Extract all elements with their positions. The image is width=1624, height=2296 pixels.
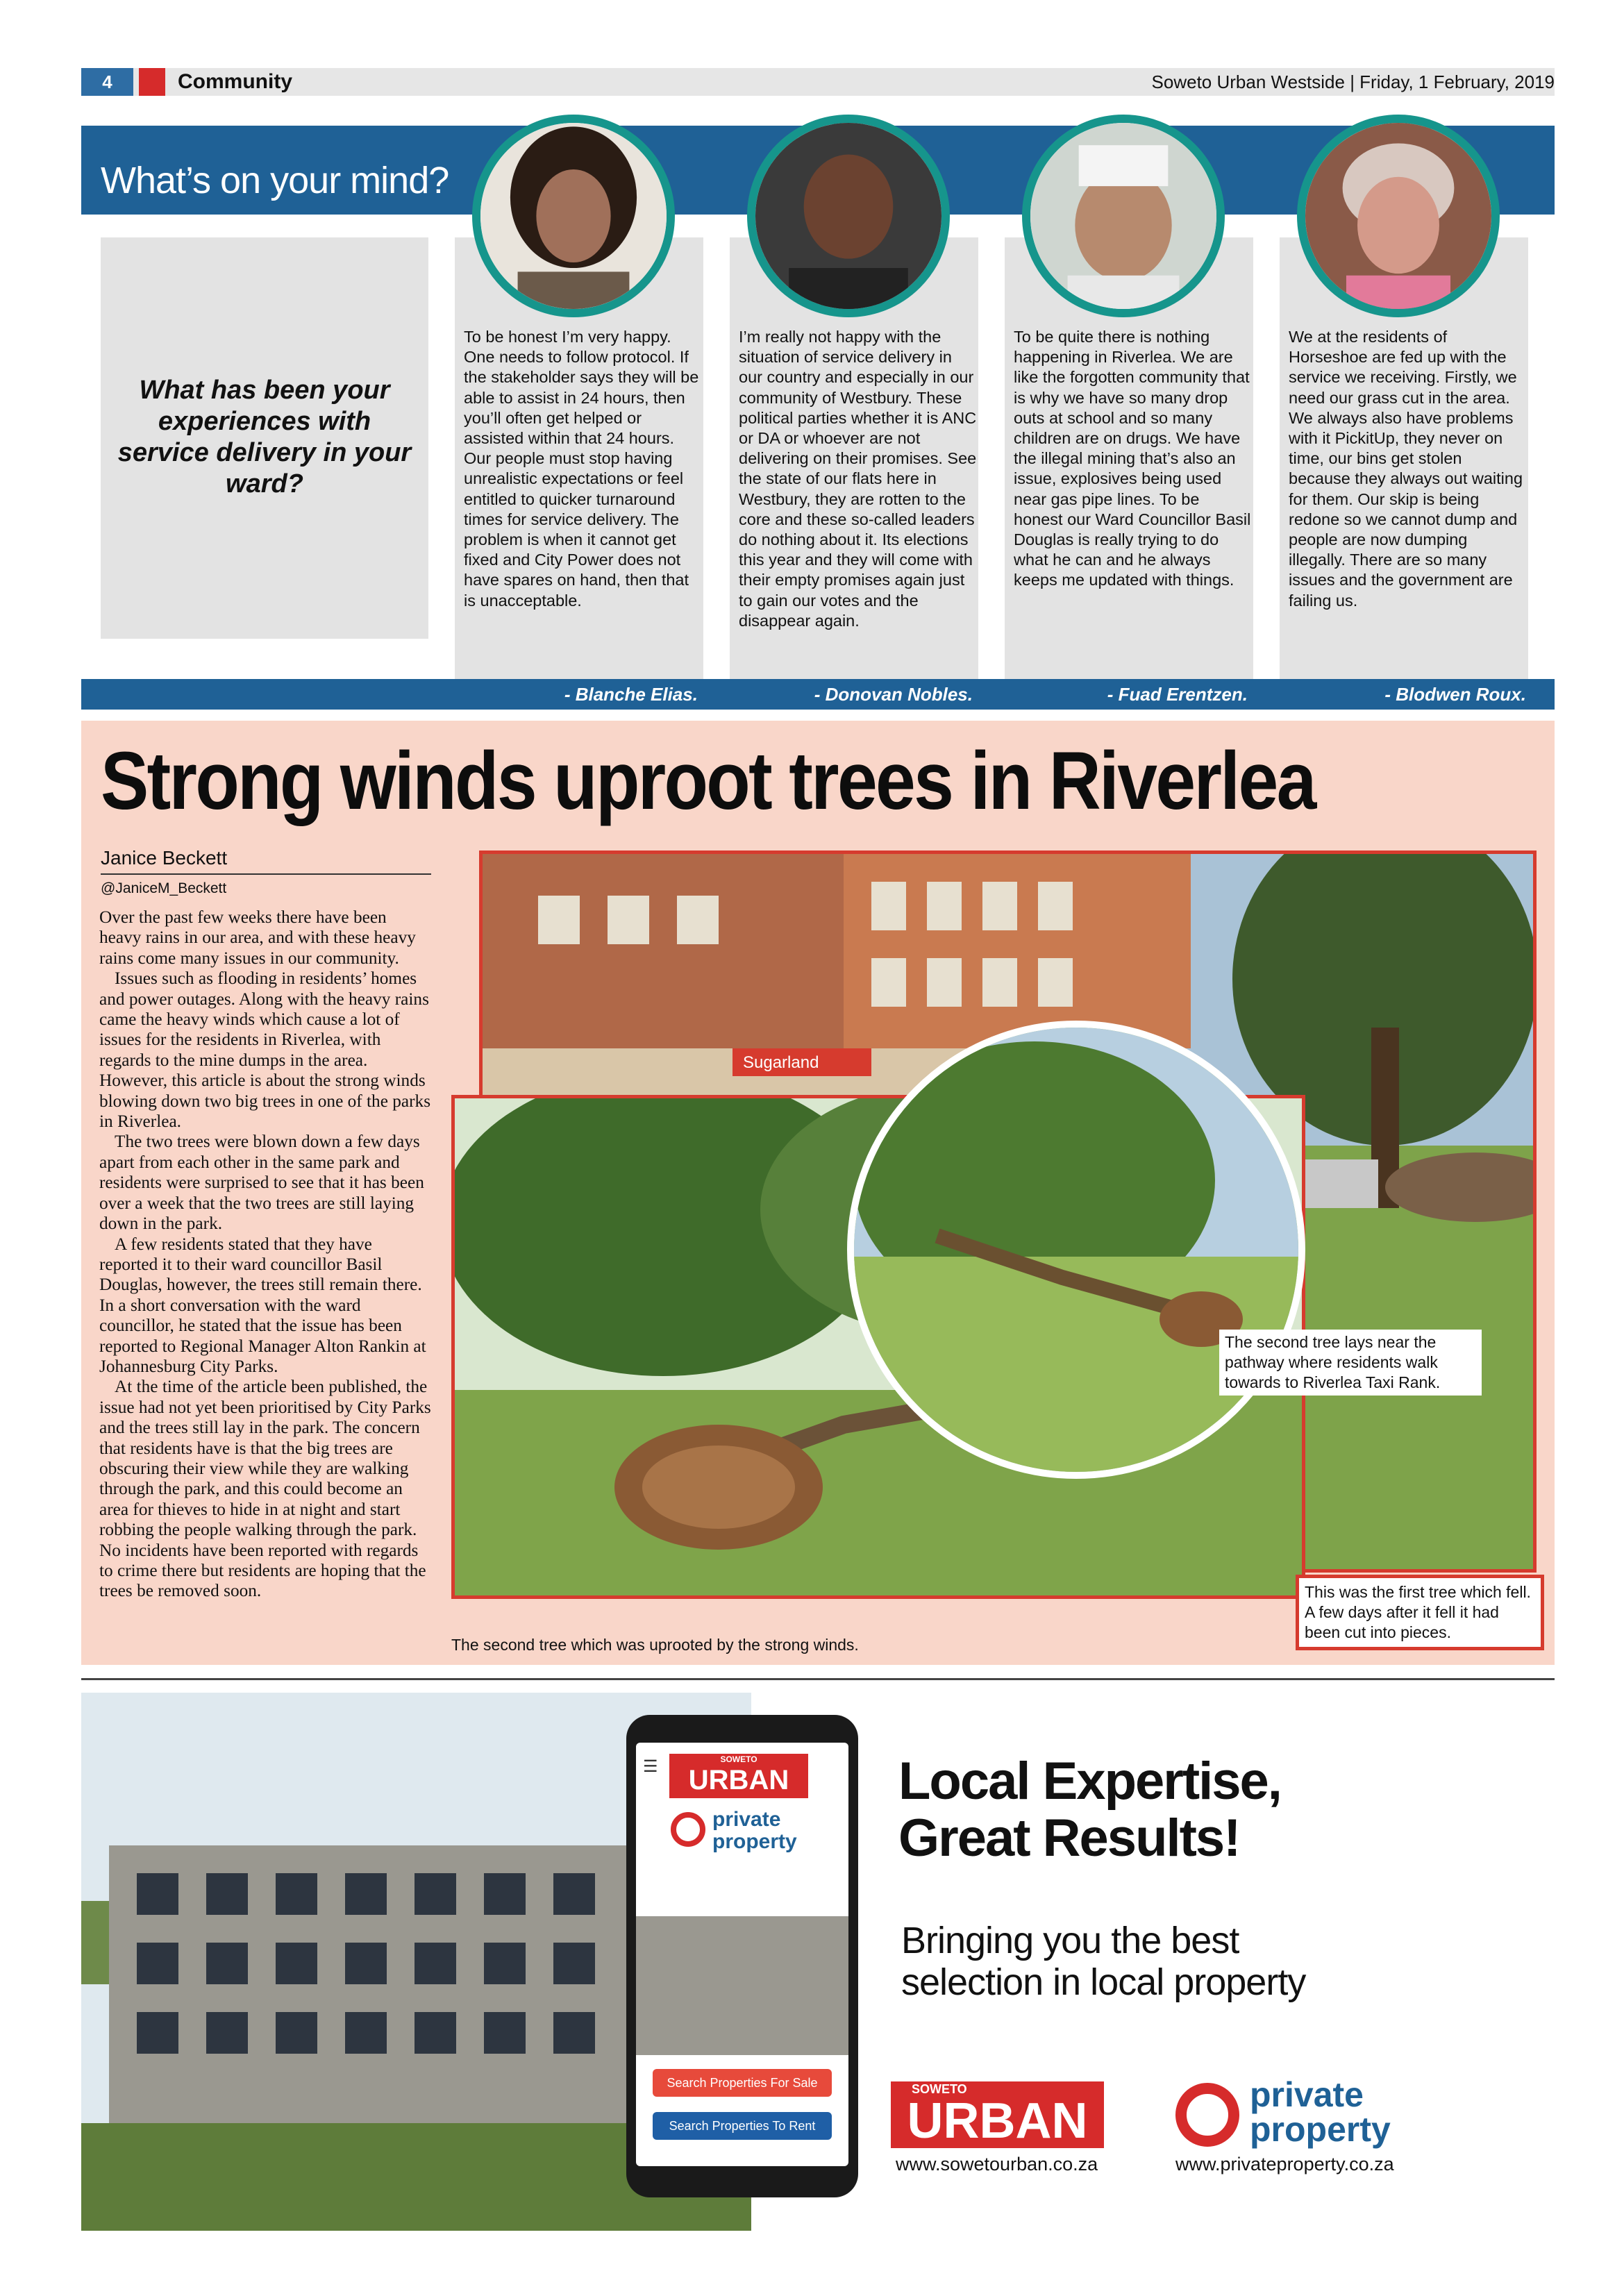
url-private-property[interactable]: www.privateproperty.co.za	[1175, 2154, 1394, 2175]
photo-inset-circle	[847, 1021, 1305, 1479]
wom-title: What’s on your mind?	[101, 160, 449, 201]
phone-logo-small: SOWETO	[720, 1754, 757, 1764]
urban-logo-small: SOWETO	[912, 2082, 967, 2096]
url-urban[interactable]: www.sowetourban.co.za	[896, 2154, 1098, 2175]
answer-name-3: - Fuad Erentzen.	[1107, 684, 1248, 705]
answer-text-3: To be quite there is nothing happening in Riverlea. We are like the forgotten community that is why we have so many drop outs at school and so many children are on drugs. We have the illegal mining that’s also an issue, explosives being used near gas pipe lines. To be honest our Ward Councillor Basil Douglas is really trying to do what he can and he always keeps me updated with things.	[1014, 328, 1251, 589]
search-for-sale-button[interactable]: Search Properties For Sale	[653, 2069, 832, 2097]
phone-screen	[636, 1743, 848, 2166]
answer-name-1: - Blanche Elias.	[564, 684, 698, 705]
urban-logo-big: URBAN	[907, 2093, 1088, 2149]
portrait-1	[472, 115, 675, 317]
page-number: 4	[81, 68, 133, 96]
phone-pp-line1: private	[712, 1808, 781, 1831]
answer-text-1: To be honest I’m very happy. One needs to follow protocol. If the stakeholder says they will be able to assist in 24 hours, then you’ll often get helped or assisted within that 24 hours. Our people must stop having unrealistic expectations or feel entitled to quicker turnaround times for service delivery. The problem is when it cannot get fixed and City Power does not have spares on hand, then that is unacceptable.	[464, 328, 699, 610]
pp-line2: property	[1250, 2110, 1391, 2149]
ad-subheadline	[901, 1920, 1305, 2003]
phone-logo-big: URBAN	[688, 1765, 789, 1795]
caption-bottom: The second tree which was uprooted by the strong winds.	[451, 1636, 859, 1654]
answer-text-4: We at the residents of Horseshoe are fed up with the service we receiving. Firstly, we need our grass cut in the area. We always also have problems with it PickitUp, they never on time, our bins get stolen because they always out waiting for them. Our skip is being redone so we cannot dump and people are now dumping illegally. There are so many issues and the government are failing us.	[1289, 328, 1523, 610]
section-divider	[81, 1678, 1555, 1680]
article-paragraph: At the time of the article been published, the issue had not yet been prioritised by City Parks and the trees still lay in the park. The concern that residents have is that the big trees are obscuring their view while they are walking through the park, and this could become an area for thieves to hide in at night and start robbing the people walking through the park. No incidents have been reported with regards to crime there but residents are hoping that the trees be removed soon.	[99, 1377, 431, 1601]
article-body	[99, 907, 431, 1602]
portrait-3	[1022, 115, 1225, 317]
portrait-4	[1297, 115, 1500, 317]
portrait-2	[747, 115, 950, 317]
menu-icon[interactable]: ☰	[643, 1757, 658, 1776]
ad-headline	[898, 1753, 1281, 1867]
article-handle: @JaniceM_Beckett	[101, 880, 227, 896]
urban-logo	[891, 2081, 1104, 2148]
answer-name-2: - Donovan Nobles.	[814, 684, 973, 705]
caption-first-tree: This was the first tree which fell. A few days after it fell it had been cut into pieces.	[1296, 1575, 1544, 1650]
article-paragraph: The two trees were blown down a few days apart from each other in the same park and residents were surprised to see that it has been over a week that the two trees are still laying down in the park.	[99, 1132, 424, 1234]
article-author: Janice Beckett	[101, 847, 228, 869]
section-marker	[139, 68, 165, 96]
byline-rule	[101, 873, 431, 875]
question-text: What has been your experiences with service delivery in your ward?	[117, 376, 412, 498]
shop-sign: Sugarland	[743, 1053, 819, 1072]
article-paragraph: A few residents stated that they have reported it to their ward councillor Basil Douglas, however, the trees still remain there. In a short conversation with the ward councillor, he stated that the issue has been reported to Regional Manager Alton Rankin at Johannesburg City Parks.	[99, 1234, 426, 1376]
search-to-rent-button[interactable]: Search Properties To Rent	[653, 2112, 832, 2140]
answer-name-4: - Blodwen Roux.	[1384, 684, 1526, 705]
phone-pp-wordmark	[712, 1809, 797, 1853]
phone-urban-logo	[669, 1754, 808, 1798]
answer-text-2: I’m really not happy with the situation of service delivery in our country and especially in our community of Westbury. These political parties whether it is ANC or DA or whoever are not delivering on their promises. See the state of our flats here in Westbury, they are rotten to the core and these so-called leaders do nothing about it. Its elections this year and they will come with their empty promises again just to gain our votes and the disappear again.	[739, 328, 977, 630]
pp-line1: private	[1250, 2075, 1364, 2114]
ad-headline-line2: Great Results!	[898, 1809, 1240, 1868]
article-paragraph: Over the past few weeks there have been heavy rains in our area, and with these heavy rains come many issues in our community.	[99, 907, 416, 968]
caption-second-tree: The second tree lays near the pathway where residents walk towards to Riverlea Taxi Rank.	[1219, 1330, 1482, 1396]
private-property-icon	[1175, 2083, 1239, 2147]
section-label: Community	[178, 70, 292, 93]
article-headline: Strong winds uproot trees in Riverlea	[101, 735, 1315, 827]
ad-sub-line1: Bringing you the best	[901, 1920, 1239, 1961]
issue-line: Soweto Urban Westside | Friday, 1 February, 2019	[1151, 72, 1555, 92]
phone-building-image	[636, 1916, 848, 2055]
ad-headline-line1: Local Expertise,	[898, 1752, 1281, 1811]
private-property-wordmark	[1250, 2077, 1391, 2147]
ad-sub-line2: selection in local property	[901, 1961, 1306, 2003]
article-paragraph: Issues such as flooding in residents’ homes and power outages. Along with the heavy rains came the heavy winds which cause a lot of issues for the residents in Riverlea, with regards to the mine dumps in the area. However, this article is about the strong winds blowing down two big trees in one of the parks in Riverlea.	[99, 969, 431, 1132]
phone-pp-icon	[671, 1812, 705, 1847]
phone-pp-line2: property	[712, 1830, 797, 1853]
